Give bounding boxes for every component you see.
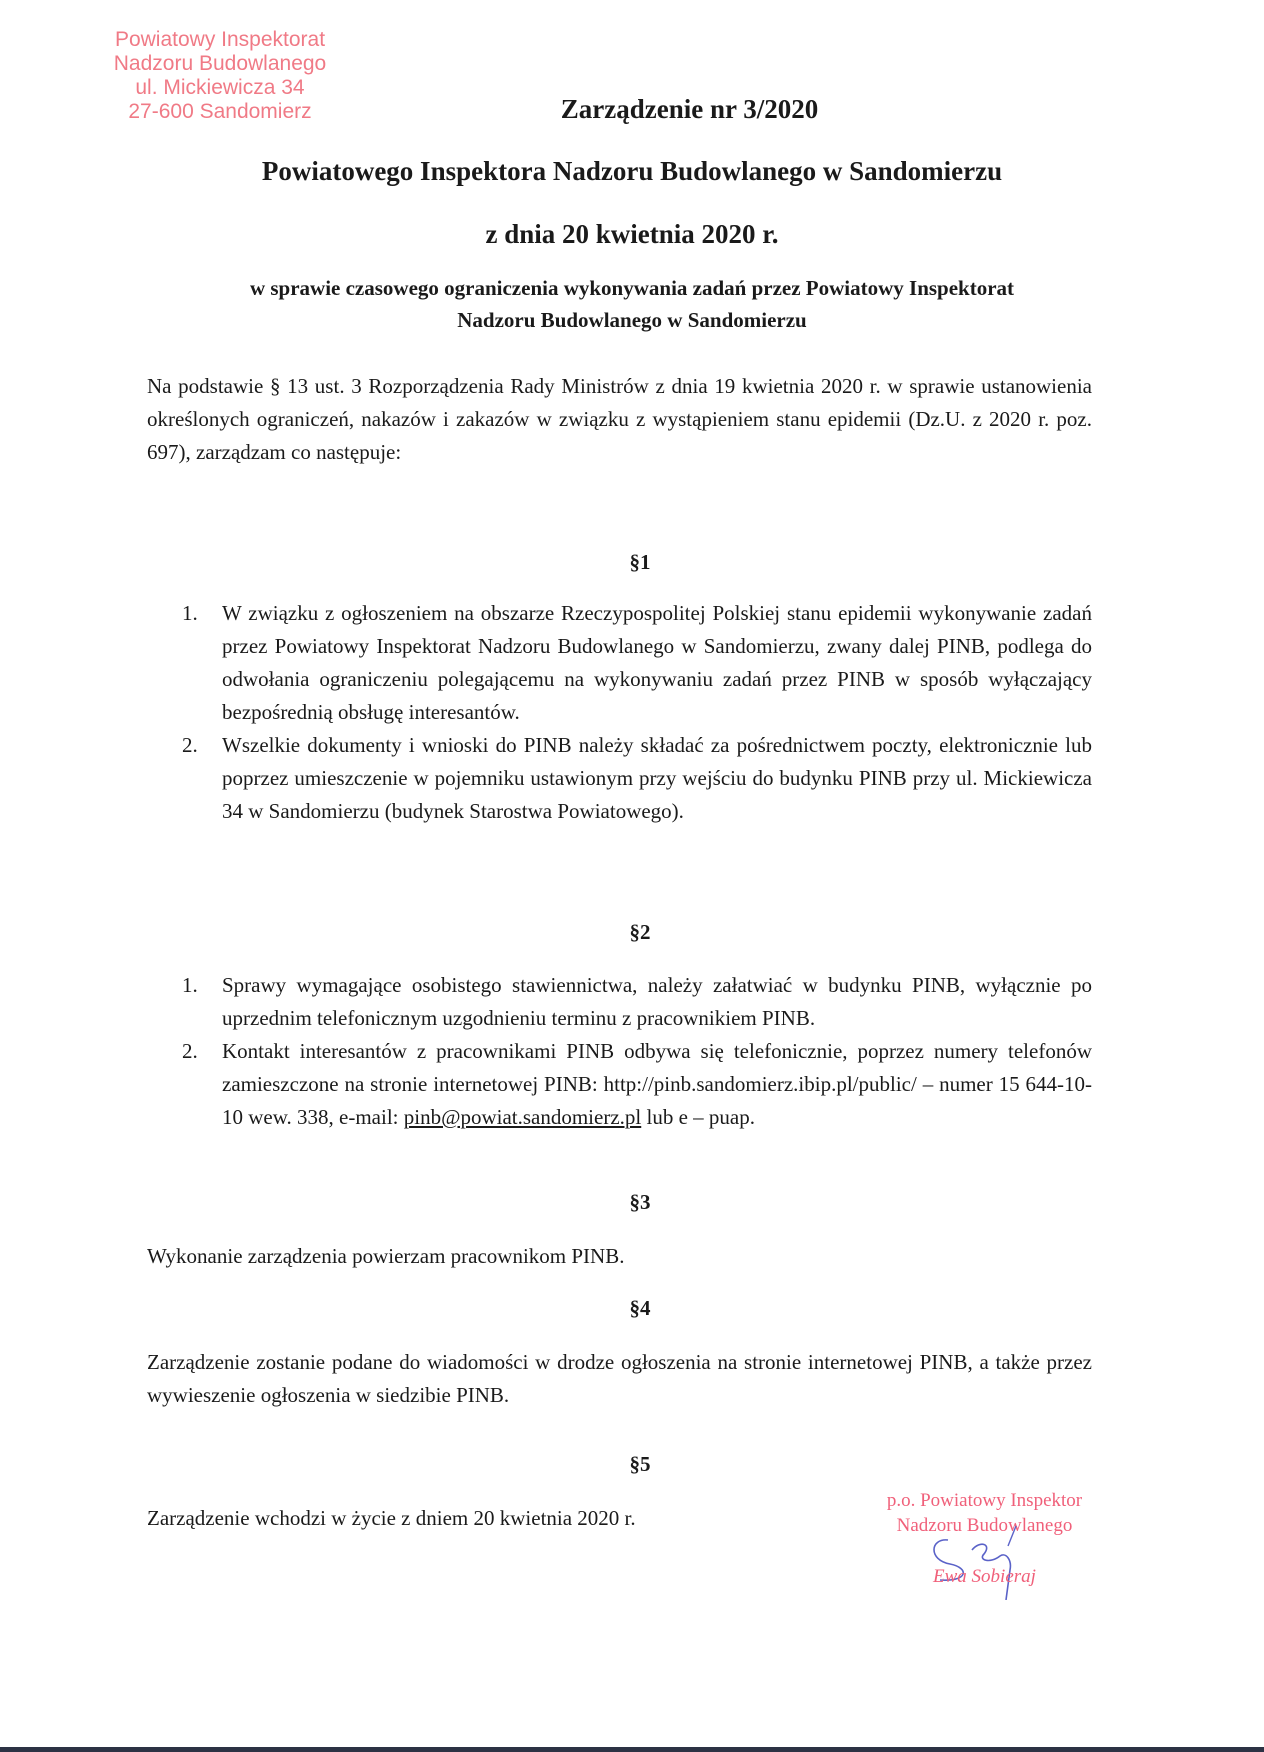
- scan-edge-divider: [0, 1747, 1264, 1752]
- section-4-text: Zarządzenie zostanie podane do wiadomości w drodze ogłoszenia na stronie internetowej PINB, a także przez wywieszenie ogłoszenia w siedzibie PINB.: [147, 1350, 1092, 1407]
- item-number: 2.: [182, 1039, 198, 1063]
- item-number: 1.: [182, 973, 198, 997]
- list-item: [182, 969, 1092, 1035]
- signature-stamp-line-1: p.o. Powiatowy Inspektor: [886, 1490, 1083, 1511]
- section-2-list: [182, 969, 1092, 1134]
- item-text: Kontakt interesantów z pracownikami PINB odbywa się telefonicznie, poprzez numery telefonów zamieszczone na stronie internetowej PINB: http://pinb.sandomierz.ibip.pl/public/ – numer 15 644-10-10 wew. 338, e-mail:: [222, 1039, 1092, 1129]
- document-title: Zarządzenie nr 3/2020: [560, 94, 819, 124]
- section-3-text: Wykonanie zarządzenia powierzam pracownikom PINB.: [147, 1244, 625, 1268]
- document-date: z dnia 20 kwietnia 2020 r.: [485, 219, 779, 249]
- item-text-tail: lub e – puap.: [641, 1105, 755, 1129]
- item-text: Sprawy wymagające osobistego stawiennictwa, należy załatwiać w budynku PINB, wyłącznie po uprzednim telefonicznym uzgodnieniu terminu z pracownikiem PINB.: [222, 973, 1092, 1030]
- stamp-line-4: 27-600 Sandomierz: [128, 100, 312, 123]
- list-item: [182, 1035, 1092, 1134]
- list-item: [182, 729, 1092, 828]
- section-heading-3: §3: [629, 1190, 651, 1214]
- stamp-line-3: ul. Mickiewicza 34: [135, 76, 305, 99]
- subject-line-1: w sprawie czasowego ograniczenia wykonywania zadań przez Powiatowy Inspektorat: [249, 276, 1015, 300]
- section-1-list: [182, 597, 1092, 828]
- section-heading-2: §2: [629, 920, 651, 944]
- item-number: 1.: [182, 601, 198, 625]
- signatory-name: Ewa Sobieraj: [933, 1566, 1036, 1587]
- signature-stamp-line-2: Nadzoru Budowlanego: [896, 1515, 1073, 1536]
- issuing-authority: Powiatowego Inspektora Nadzoru Budowlanego w Sandomierzu: [261, 156, 1003, 186]
- item-text: Wszelkie dokumenty i wnioski do PINB należy składać za pośrednictwem poczty, elektronicznie lub poprzez umieszczenie w pojemniku ustawionym przy wejściu do budynku PINB przy ul. Mickiewicza 34 w Sandomierzu (budynek Starostwa Powiatowego).: [222, 733, 1092, 823]
- item-number: 2.: [182, 733, 198, 757]
- email-link[interactable]: pinb@powiat.sandomierz.pl: [403, 1105, 642, 1129]
- section-heading-5: §5: [629, 1452, 651, 1476]
- list-item: [182, 597, 1092, 729]
- section-heading-1: §1: [629, 550, 651, 574]
- document-subject: [140, 272, 1124, 336]
- preamble: Na podstawie § 13 ust. 3 Rozporządzenia Rady Ministrów z dnia 19 kwietnia 2020 r. w sprawie ustanowienia określonych ograniczeń, nakazów i zakazów w związku z wystąpieniem stanu epidemii (Dz.U. z 2020 r. poz. 697), zarządzam co następuje:: [147, 374, 1092, 464]
- stamp-line-2: Nadzoru Budowlanego: [113, 52, 327, 75]
- item-text: W związku z ogłoszeniem na obszarze Rzeczypospolitej Polskiej stanu epidemii wykonywanie zadań przez Powiatowy Inspektorat Nadzoru Budowlanego w Sandomierzu, zwany dalej PINB, podlega do odwołania ograniczeniu polegającemu na wykonywaniu zadań przez PINB w sposób wyłączający bezpośrednią obsługę interesantów.: [222, 601, 1092, 724]
- section-5-text: Zarządzenie wchodzi w życie z dniem 20 kwietnia 2020 r.: [147, 1506, 636, 1530]
- section-heading-4: §4: [629, 1296, 651, 1320]
- stamp-line-1: Powiatowy Inspektorat: [114, 28, 326, 51]
- handwritten-signature-icon: [920, 1520, 1060, 1600]
- subject-line-2: Nadzoru Budowlanego w Sandomierzu: [457, 308, 807, 332]
